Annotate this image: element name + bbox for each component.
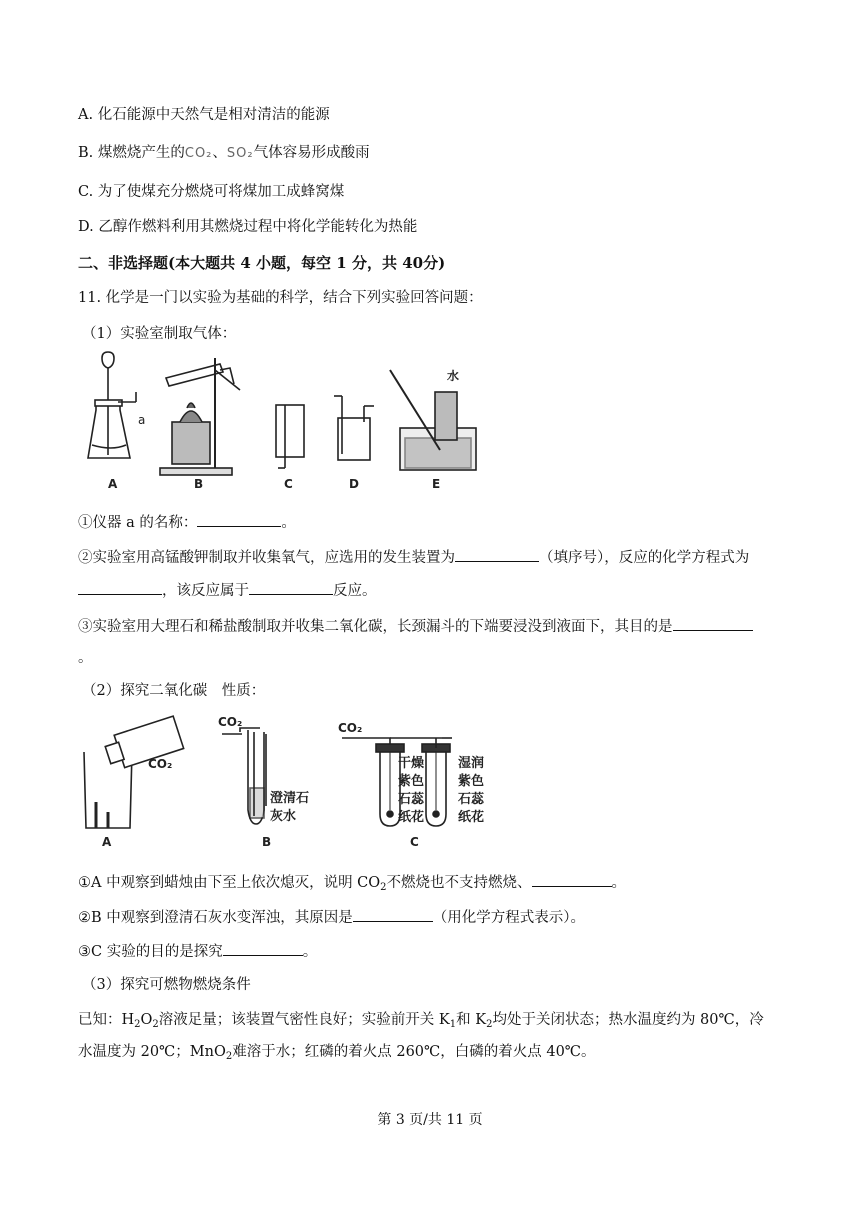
answer-blank[interactable] (197, 512, 281, 527)
p1-question-2-mid: （填序号），反应的化学方程式为 (539, 550, 750, 566)
answer-blank[interactable] (455, 547, 539, 562)
so2-formula: SO₂ (226, 146, 254, 161)
section-heading-mid2: 分，共 (351, 254, 397, 272)
known-text-d: 和 K (456, 1012, 487, 1028)
p2-question-2 (78, 907, 585, 928)
figure-gas-apparatus-drawing (80, 350, 480, 495)
p2-question-3-end: 。 (302, 944, 318, 960)
p1-question-2-cont-end: 反应。 (333, 583, 377, 599)
known-sub-4: 2 (486, 1019, 493, 1030)
answer-blank[interactable] (673, 616, 753, 631)
known-sub-5: 2 (225, 1051, 233, 1062)
section-heading-mid: 小题，每空 (256, 254, 332, 272)
option-b-suffix: 气体容易形成酸雨 (253, 145, 370, 161)
wet-flower-text-4: 纸花 (458, 810, 485, 825)
water-label: 水 (447, 369, 460, 383)
co2-formula: CO₂ (184, 146, 213, 161)
answer-blank[interactable] (353, 907, 433, 922)
dry-flower-text-4: 纸花 (398, 810, 425, 825)
section-heading-score: 1 (336, 254, 347, 272)
dry-flower-text-2: 紫色 (398, 774, 425, 789)
known-text-g: 难溶于水；红磷的着火点 260℃，白磷的着火点 40℃。 (232, 1044, 596, 1060)
section-heading-total: 40 (402, 254, 424, 272)
option-d: D. 乙醇作燃料利用其燃烧过程中将化学能转化为热能 (78, 219, 418, 235)
option-b-separator: 、 (212, 145, 227, 161)
known-conditions-line-1 (78, 1010, 764, 1030)
p2-question-1-end: 。 (611, 875, 627, 891)
known-sub-3: 1 (449, 1019, 457, 1030)
p1-question-2-text: ②实验室用高锰酸钾制取并收集氧气，应选用的发生装置为 (78, 550, 455, 566)
fig2-label-a: A (102, 835, 112, 849)
p2-question-1-text: ①A 中观察到蜡烛由下至上依次熄灭，说明 CO (78, 875, 381, 891)
known-text-e: 均处于关闭状态；热水温度约为 80℃，冷 (492, 1012, 764, 1028)
fig2-label-b: B (262, 835, 272, 849)
lime-water-text-1: 澄清石 (270, 791, 310, 806)
option-a: A. 化石能源中天然气是相对清洁的能源 (78, 107, 330, 123)
p2-question-3 (78, 941, 317, 962)
p2-question-1-mid: 不燃烧也不支持燃烧、 (386, 875, 532, 891)
fig1-label-a: A (108, 477, 118, 491)
p1-question-1-text: ①仪器 a 的名称： (78, 515, 198, 531)
fig1-label-d: D (349, 477, 359, 491)
dry-flower-text-1: 干燥 (398, 756, 425, 771)
p2-question-2-text: ②B 中观察到澄清石灰水变浑浊，其原因是 (78, 910, 353, 926)
part-2-title: （2）探究二氧化碳 性质： (82, 683, 266, 699)
option-b-prefix: B. 煤燃烧产生的 (78, 145, 185, 161)
p1-question-1 (78, 512, 296, 533)
section-heading-pre: 二、非选择题(本大题共 (78, 254, 236, 272)
fig2-c-co2-label: CO₂ (338, 721, 363, 735)
part-3-title: （3）探究可燃物燃烧条件 (82, 977, 251, 993)
known-text-c: 溶液足量；该装置气密性良好；实验前开关 K (158, 1012, 450, 1028)
section-heading-count: 4 (240, 254, 251, 272)
section-heading-post: 分) (423, 254, 446, 272)
p2-question-1 (78, 872, 626, 893)
known-text-f: 水温度为 20℃；MnO (78, 1044, 226, 1060)
wet-flower-text-3: 石蕊 (458, 792, 485, 807)
option-b (78, 143, 370, 164)
question-11-stem: 11. 化学是一门以实验为基础的科学，结合下列实验回答问题： (78, 290, 483, 306)
fig1-label-e: E (432, 477, 441, 491)
part-1-title: （1）实验室制取气体： (82, 326, 237, 342)
known-text-b: O (140, 1012, 153, 1028)
figure-co2-experiments (80, 710, 500, 850)
answer-blank[interactable] (223, 941, 303, 956)
figure-gas-apparatus (80, 350, 480, 495)
p1-question-2-cont-text: ，该反应属于 (162, 583, 249, 599)
p1-question-2-cont (78, 580, 377, 601)
fig2-a-co2-label: CO₂ (148, 757, 173, 771)
dry-flower-text-3: 石蕊 (398, 792, 425, 807)
p2-question-3-text: ③C 实验的目的是探究 (78, 944, 223, 960)
fig2-b-co2-label: CO₂ (218, 715, 243, 729)
p1-question-2 (78, 547, 749, 568)
p2-question-2-end: （用化学方程式表示）。 (432, 910, 586, 926)
p1-question-3-end: 。 (78, 650, 93, 666)
known-sub-1: 2 (134, 1019, 141, 1030)
p1-question-3-text: ③实验室用大理石和稀盐酸制取并收集二氧化碳，长颈漏斗的下端要浸没到液面下，其目的是 (78, 619, 673, 635)
answer-blank[interactable] (78, 580, 162, 595)
wet-flower-text-2: 紫色 (458, 774, 485, 789)
p1-question-3 (78, 616, 753, 637)
answer-blank[interactable] (249, 580, 333, 595)
option-c: C. 为了使煤充分燃烧可将煤加工成蜂窝煤 (78, 184, 345, 200)
fig2-label-c: C (410, 835, 419, 849)
wet-flower-text-1: 湿润 (458, 756, 485, 771)
figure-co2-drawing (80, 710, 500, 850)
fig1-label-b: B (194, 477, 204, 491)
p1-question-1-end: 。 (281, 515, 296, 531)
answer-blank[interactable] (532, 872, 612, 887)
page-footer: 第 3 页/共 11 页 (377, 1112, 483, 1128)
instrument-a-label: a (138, 413, 146, 427)
fig1-label-c: C (284, 477, 293, 491)
known-conditions-line-2 (78, 1042, 596, 1062)
section-heading (78, 253, 445, 273)
lime-water-text-2: 灰水 (270, 809, 297, 824)
p2-question-1-subscript: 2 (380, 882, 387, 893)
known-sub-2: 2 (152, 1019, 159, 1030)
known-text-a: 已知：H (78, 1012, 135, 1028)
